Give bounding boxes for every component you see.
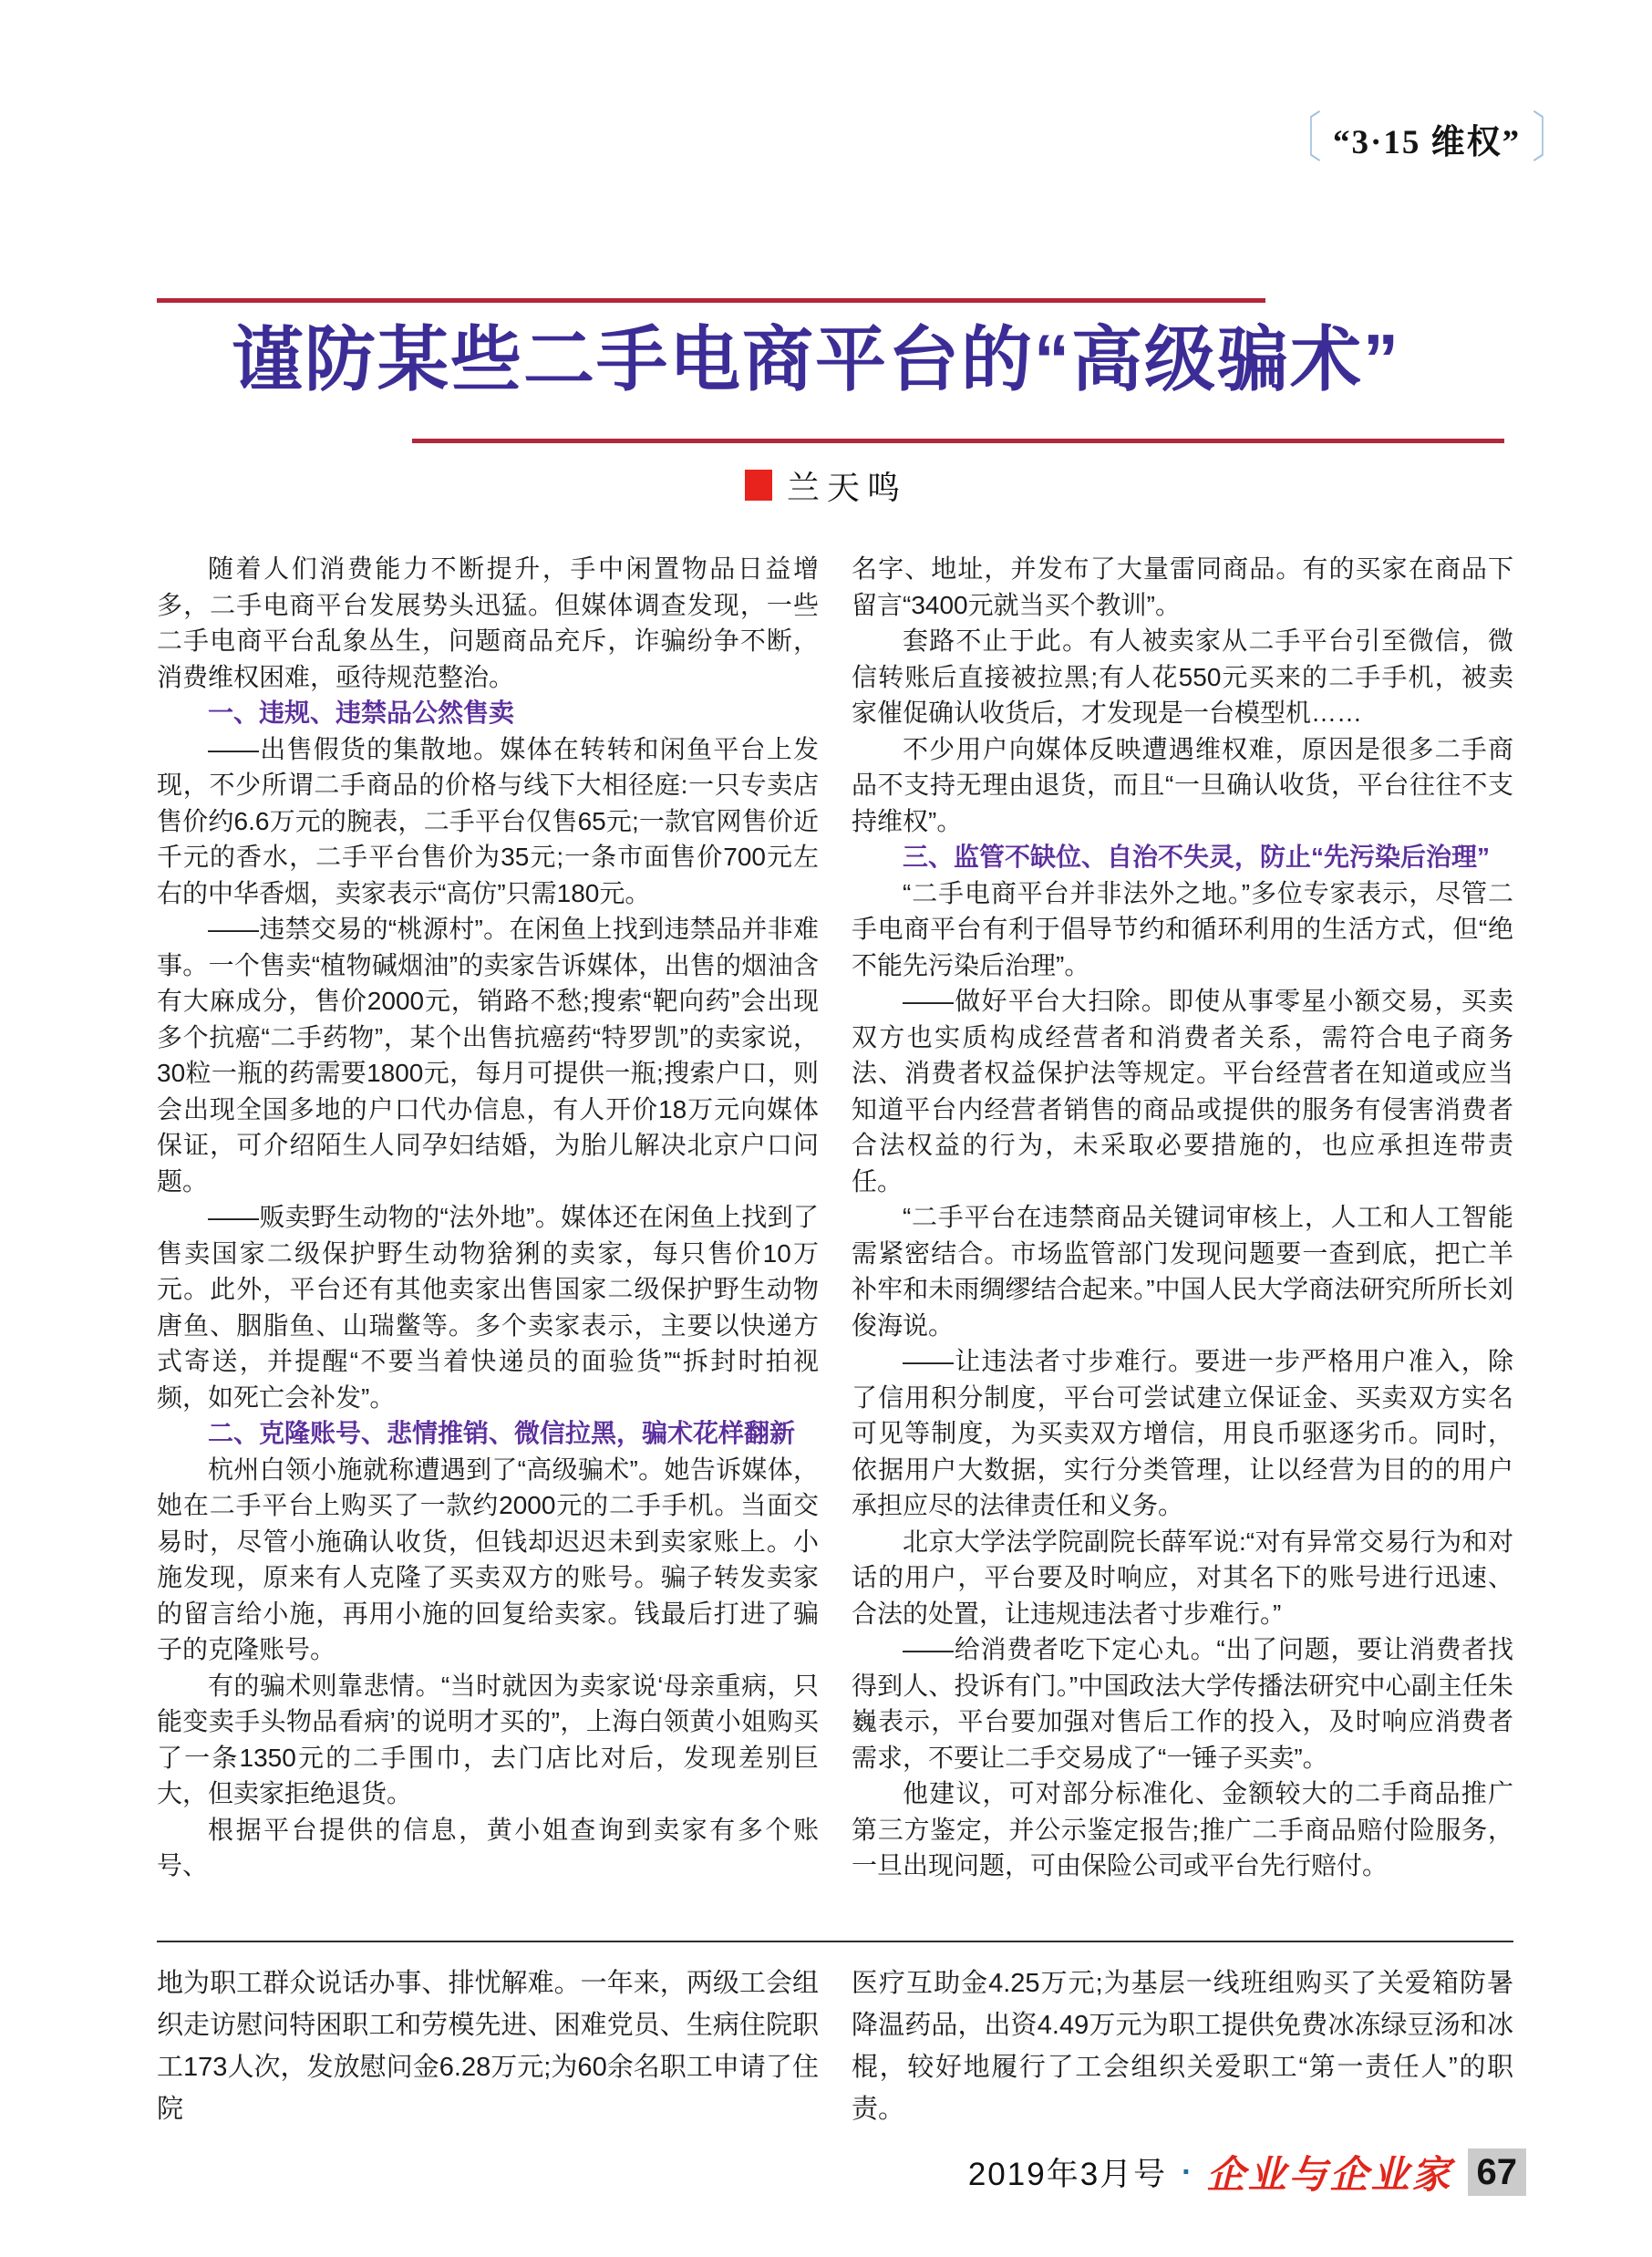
badge-label: “3·15 维权” <box>1333 124 1522 161</box>
paragraph: 医疗互助金4.25万元;为基层一线班组购买了关爱箱防暑降温药品，出资4.49万元为职工提供免费冰冻绿豆汤和冰棍，较好地履行了工会组织关爱职工“第一责任人”的职责。 <box>852 1969 1513 2124</box>
paragraph: “二手电商平台并非法外之地。”多位专家表示，尽管二手电商平台有利于倡导节约和循环利用的生活方式，但“绝不能先污染后治理”。 <box>852 878 1513 979</box>
byline-square-marker <box>745 470 772 501</box>
paragraph: 他建议，可对部分标准化、金额较大的二手商品推广第三方鉴定，并公示鉴定报告;推广二手商品赔付险服务，一旦出现问题，可由保险公司或平台先行赔付。 <box>852 1779 1513 1879</box>
article-title: 谨防某些二手电商平台的“高级骗术” <box>231 319 1400 399</box>
paragraph: 套路不止于此。有人被卖家从二手平台引至微信，微信转账后直接被拉黑;有人花550元买来的二手手机，被卖家催促确认收货后，才发现是一台模型机…… <box>852 626 1513 727</box>
article-column-right <box>852 551 1513 1884</box>
byline <box>0 465 1652 505</box>
paragraph: ——违禁交易的“桃源村”。在闲鱼上找到违禁品并非难事。一个售卖“植物碱烟油”的卖家告诉媒体，出售的烟油含有大麻成分，售价2000元，销路不愁;搜索“靶向药”会出现多个抗癌“二手药物”，某个出售抗癌药“特罗凯”的卖家说，30粒一瓶的药需要1800元，每月可提供一瓶;搜索户口，则会出现全国多地的户口代办信息，有人开价18万元向媒体保证，可介绍陌生人同孕妇结婚，为胎儿解决北京户口问题。 <box>157 915 819 1196</box>
bottom-column-left <box>157 1962 819 2130</box>
title-rule-top <box>157 298 1265 303</box>
paragraph: “二手平台在违禁商品关键词审核上，人工和人工智能需紧密结合。市场监管部门发现问题要一查到底，把亡羊补牢和未雨绸缪结合起来。”中国人民大学商法研究所所长刘俊海说。 <box>852 1203 1513 1340</box>
paragraph: 根据平台提供的信息，黄小姐查询到卖家有多个账号、 <box>157 1815 819 1879</box>
paragraph: ——让违法者寸步难行。要进一步严格用户准入，除了信用积分制度，平台可尝试建立保证金、买卖双方实名可见等制度，为买卖双方增信，用良币驱逐劣币。同时，依据用户大数据，实行分类管理，让以经营为目的的用户承担应尽的法律责任和义务。 <box>852 1347 1513 1519</box>
paragraph: 北京大学法学院副院长薛军说:“对有异常交易行为和对话的用户，平台要及时响应，对其名下的账号进行迅速、合法的处置，让违规违法者寸步难行。” <box>852 1527 1513 1628</box>
bottom-column-right <box>852 1962 1513 2130</box>
badge-right-bracket-icon: 〕 <box>1532 109 1572 169</box>
paragraph: 不少用户向媒体反映遭遇维权难，原因是很多二手商品不支持无理由退货，而且“一旦确认收货，平台往往不支持维权”。 <box>852 734 1513 835</box>
section-heading: 三、监管不缺位、自治不失灵，防止“先污染后治理” <box>903 843 1491 871</box>
paragraph: 随着人们消费能力不断提升，手中闲置物品日益增多，二手电商平台发展势头迅猛。但媒体调查发现，一些二手电商平台乱象丛生，问题商品充斥，诈骗纷争不断，消费维权困难，亟待规范整治。 <box>157 554 819 691</box>
footer-dot-separator-icon: · <box>1182 2155 1193 2190</box>
paragraph: ——贩卖野生动物的“法外地”。媒体还在闲鱼上找到了售卖国家二级保护野生动物猞猁的卖家，每只售价10万元。此外，平台还有其他卖家出售国家二级保护野生动物唐鱼、胭脂鱼、山瑞鳖等。多个卖家表示，主要以快递方式寄送，并提醒“不要当着快递员的面验货”“拆封时拍视频，如死亡会补发”。 <box>157 1203 819 1412</box>
author-name: 兰天鸣 <box>786 469 907 507</box>
paragraph: 有的骗术则靠悲情。“当时就因为卖家说‘母亲重病，只能变卖手头物品看病’的说明才买的”，上海白领黄小姐购买了一条1350元的二手围巾，去门店比对后，发现差别巨大，但卖家拒绝退货。 <box>157 1671 819 1807</box>
paragraph: 地为职工群众说话办事、排忧解难。一年来，两级工会组织走访慰问特困职工和劳模先进、困难党员、生病住院职工173人次，发放慰问金6.28万元;为60余名职工申请了住院 <box>157 1969 819 2124</box>
footer-magazine-name: 企业与企业家 <box>1206 2152 1453 2197</box>
article-column-left <box>157 551 819 1884</box>
section-heading: 二、克隆账号、悲情推销、微信拉黑，骗术花样翻新 <box>208 1419 796 1447</box>
section-divider <box>157 1941 1513 1942</box>
paragraph: 杭州白领小施就称遭遇到了“高级骗术”。她告诉媒体，她在二手平台上购买了一款约2000元的二手手机。当面交易时，尽管小施确认收货，但钱却迟迟未到卖家账上。小施发现，原来有人克隆了买卖双方的账号。骗子转发卖家的留言给小施，再用小施的回复给卖家。钱最后打进了骗子的克隆账号。 <box>157 1455 819 1663</box>
paragraph: ——做好平台大扫除。即使从事零星小额交易，买卖双方也实质构成经营者和消费者关系，需符合电子商务法、消费者权益保护法等规定。平台经营者在知道或应当知道平台内经营者销售的商品或提供的服务有侵害消费者合法权益的行为，未采取必要措施的，也应承担连带责任。 <box>852 987 1513 1196</box>
paragraph: ——给消费者吃下定心丸。“出了问题，要让消费者找得到人、投诉有门。”中国政法大学传播法研究中心副主任朱巍表示，平台要加强对售后工作的投入，及时响应消费者需求，不要让二手交易成了“一锤子买卖”。 <box>852 1635 1513 1772</box>
section-heading: 一、违规、违禁品公然售卖 <box>208 699 515 727</box>
issue-badge <box>1275 109 1579 169</box>
title-rule-bottom <box>412 439 1504 443</box>
paragraph: 名字、地址，并发布了大量雷同商品。有的买家在商品下留言“3400元就当买个教训”。 <box>852 554 1513 619</box>
badge-left-bracket-icon: 〔 <box>1282 109 1322 169</box>
paragraph: ——出售假货的集散地。媒体在转转和闲鱼平台上发现，不少所谓二手商品的价格与线下大相径庭:一只专卖店售价约6.6万元的腕表，二手平台仅售65元;一款官网售价近千元的香水，二手平台售价为35元;一条市面售价700元左右的中华香烟，卖家表示“高仿”只需180元。 <box>157 734 819 907</box>
footer-issue-label: 2019年3月号 <box>967 2157 1168 2192</box>
page-number: 67 <box>1468 2148 1527 2196</box>
page-footer <box>852 2143 1526 2201</box>
